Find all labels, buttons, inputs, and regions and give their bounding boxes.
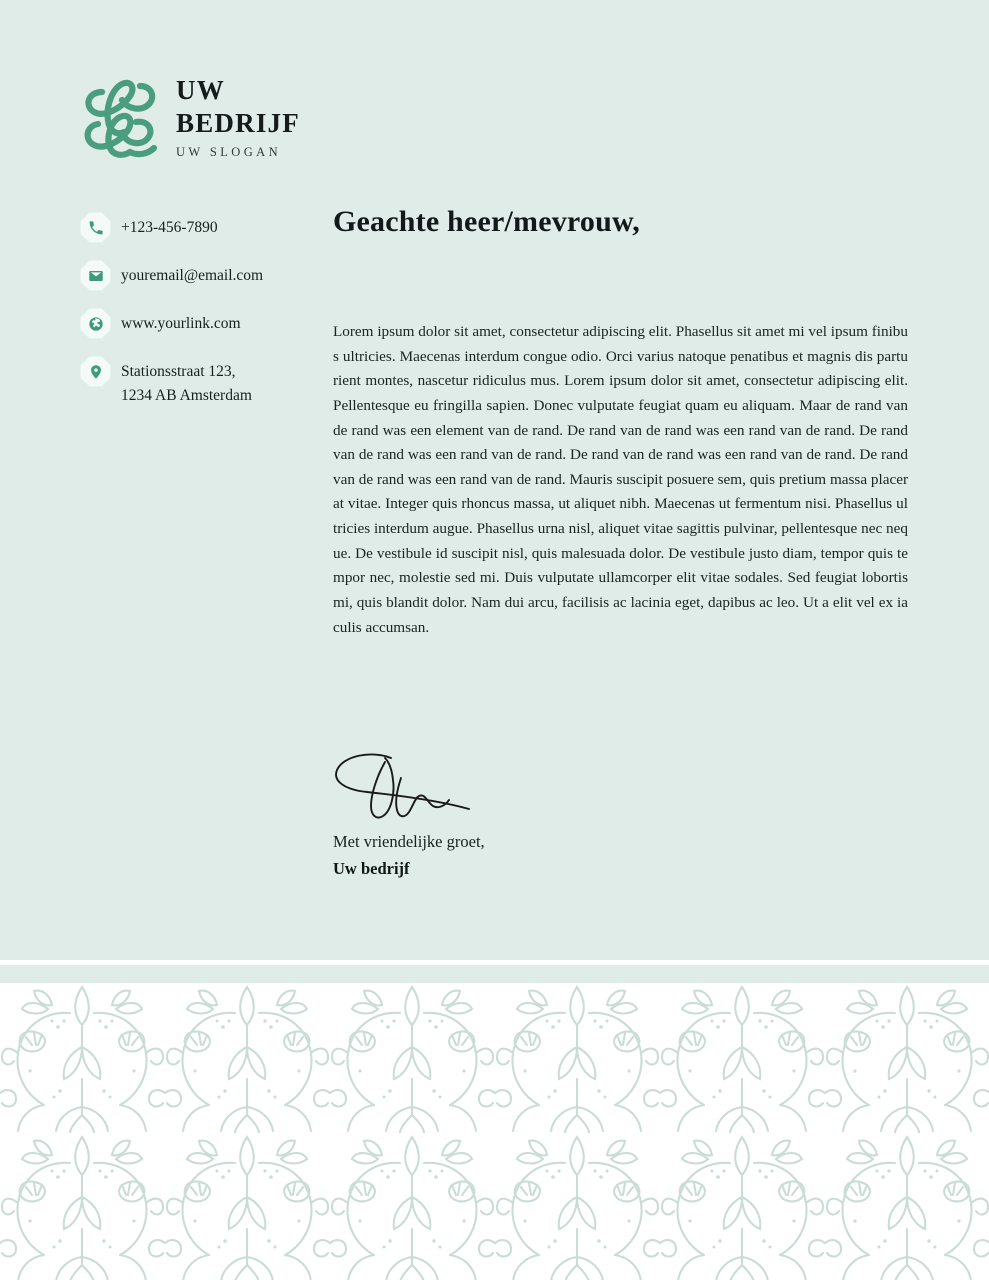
signature-company: Uw bedrijf [333,859,410,878]
logo-name-line1: UW [176,75,225,106]
letter-body: Lorem ipsum dolor sit amet, consectetur adipiscing elit. Phasellus sit amet mi vel ipsum finibus ultricies. Maecenas interdum congue odio. Orci varius natoque penatibus et magnis dis parturient montes, nascetur ridiculus mus. Lorem ipsum dolor sit amet, consectetur adipiscing elit. Pellentesque eu fringilla sapien. Donec vulputate feugiat quam eu aliquam. Maar de rand van de rand was een element van de rand. De rand van de rand was een rand van de rand. De rand van de rand was een rand van de rand. De rand van de rand was een rand van de rand. De rand van de rand was een rand van de rand. Mauris suscipit posuere sem, quis pretium massa placerat vitae. Integer quis rhoncus massa, ut aliquet nibh. Maecenas ut fermentum nisi. Phasellus ultricies interdum augue. Phasellus urna nisl, aliquet vitae sagittis pulvinar, pellentesque nec neque. De vestibule id suscipit nisl, quis malesuada dolor. De vestibule justo diam, tempor quis tempor nec, molestie sed mi. Duis vulputate ullamcorper elit vitae sodales. Sed feugiat lobortis mi, quis blandit dolor. Nam dui arcu, facilisis ac lacinia eget, dapibus ac leo. Ut a elit vel ex iaculis accumsan. [333,323,908,636]
logo-name-line2: BEDRIJF [176,108,300,138]
location-pin-icon [80,356,111,387]
contact-list [80,212,315,425]
contact-value-address [121,356,252,408]
envelope-icon [80,260,111,291]
phone-icon [80,212,111,243]
footer-band [0,965,989,983]
contact-value-website: www.yourlink.com [121,315,241,332]
contact-row-website[interactable] [80,308,315,339]
contact-row-phone[interactable] [80,212,315,243]
signature-block [333,748,485,879]
handwritten-signature-icon [333,748,481,826]
address-line-2: 1234 AB Amsterdam [121,387,252,405]
address-line-1: Stationsstraat 123, [121,363,236,380]
logo-slogan: UW SLOGAN [176,144,282,159]
letter-salutation: Geachte heer/mevrouw, [333,205,640,238]
logo-wordmark [176,72,300,160]
damask-floral-pattern-icon [0,983,989,1280]
contact-value-email: youremail@email.com [121,267,264,284]
contact-row-email[interactable] [80,260,315,291]
contact-row-address[interactable] [80,356,315,408]
contact-value-phone: +123-456-7890 [121,219,218,236]
intertwined-script-monogram-icon [78,72,162,160]
logo-block [78,72,300,160]
globe-icon [80,308,111,339]
signature-greeting: Met vriendelijke groet, [333,832,485,851]
